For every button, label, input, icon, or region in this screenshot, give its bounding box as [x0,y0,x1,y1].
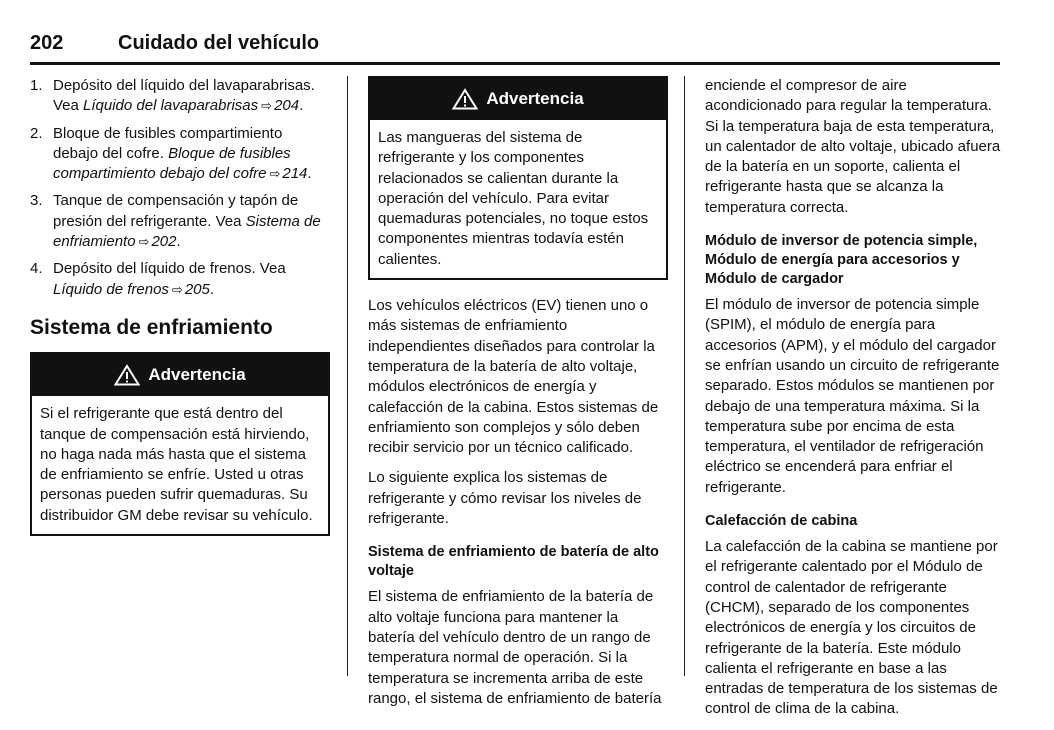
item-text: Depósito del líquido de frenos. Vea Líquido de frenos ⇨ 205. [53,260,286,298]
item-number: 4. [30,260,43,278]
item-desc: Tanque de compensación y tapón de presión del refrigerante. Vea [53,192,299,230]
cross-reference-link[interactable]: Líquido del lavaparabrisas [83,97,259,115]
section-heading: Sistema de enfriamiento [30,315,273,339]
warning-text: Las mangueras del sistema de refrigerante y los componentes relacionados se calientan durante la operación del vehículo. Para evitar quemaduras potenciales, no toque estos componentes mientras todavía estén calientes. [378,129,649,268]
section-title: Cuidado del vehículo [118,32,320,54]
column-middle [368,76,668,719]
paragraph: enciende el compresor de aire acondicionado para regular la temperatura. Si la temperatura baja de esta temperatura, un calentador de alto voltaje, ubicado afuera de la batería en un soporte, calienta el refrigerante hasta que se alcanza la temperatura correcta. [705,77,1001,216]
warning-triangle-icon [452,88,478,110]
page-reference[interactable]: 204 [274,97,300,115]
warning-box [368,76,668,280]
list-item [30,124,330,185]
list-item [30,259,330,300]
warning-title: Advertencia [486,88,584,108]
column-divider [684,76,685,676]
column-left [30,76,330,550]
paragraph: Lo siguiente explica los sistemas de refrigerante y cómo revisar los niveles de refrigerante. [368,469,642,528]
subheading: Calefacción de cabina [705,513,858,530]
page-reference[interactable]: 214 [282,165,308,183]
item-desc: Depósito del líquido del lavaparabrisas. Vea [53,77,315,115]
page-arrow-icon: ⇨ [269,166,281,182]
paragraph: El sistema de enfriamiento de la batería de alto voltaje funciona para mantener la batería del vehículo dentro de un rango de temperatura normal de operación. Si la temperatura se incrementa arriba de este rango, el sistema de enfriamiento de batería [368,588,662,707]
item-desc: Depósito del líquido de frenos. Vea [53,260,286,278]
warning-header [32,354,328,396]
page-reference[interactable]: 205 [184,280,210,298]
column-divider [347,76,348,676]
page-number: 202 [30,32,64,54]
column-right [705,76,1005,730]
paragraph: La calefacción de la cabina se mantiene por el refrigerante calentado por el Módulo de control de calentador de refrigerante (CHCM), separado de los componentes electrónicos de energía y los circuitos de refrigerante de la batería. Este módulo calienta el refrigerante en base a las entradas de temperatura de los sistemas de control de clima de la cabina. [705,538,998,718]
warning-header [370,78,666,120]
item-text: Tanque de compensación y tapón de presión del refrigerante. Vea Sistema de enfriamiento ⇨ 202. [53,192,321,251]
page-reference[interactable]: 202 [151,233,177,251]
item-number: 3. [30,192,43,210]
warning-box [30,352,330,536]
item-number: 1. [30,77,43,94]
cross-reference-link[interactable]: Bloque de fusibles compartimiento debajo del cofre [53,144,291,183]
page-arrow-icon: ⇨ [171,281,183,297]
warning-triangle-icon [114,364,140,386]
cross-reference-link[interactable]: Sistema de enfriamiento [53,212,321,251]
page-header [30,28,1000,65]
cross-reference-link[interactable]: Líquido de frenos [53,280,169,298]
item-text: Bloque de fusibles compartimiento debajo del cofre. Bloque de fusibles compartimiento debajo del cofre ⇨ 214. [53,124,312,183]
warning-title: Advertencia [148,365,246,385]
paragraph: El módulo de inversor de potencia simple (SPIM), el módulo de energía para accesorios (APM), y el módulo del cargador se enfrían usando un circuito de refrigerante separado. Estos módulos se mantienen por debajo de una temperatura máxima. Si la temperatura sube por encima de esta temperatura, el ventilador de refrigeración eléctrico se encenderá para enfriar el refrigerante. [705,296,1000,496]
paragraph: Los vehículos eléctricos (EV) tienen uno o más sistemas de enfriamiento independientes diseñados para controlar la temperatura de la batería de alto voltaje, módulos electrónicos de energía y calefacción de la cabina. Estos sistemas de enfriamiento son complejos y sólo deben recibir servicio por un técnico calificado. [368,297,659,457]
list-item [30,191,330,252]
item-number: 2. [30,124,43,142]
item-text: Depósito del líquido del lavaparabrisas. Vea Líquido del lavaparabrisas ⇨ 204. [53,77,315,115]
subheading: Sistema de enfriamiento de batería de alto voltaje [368,544,659,580]
list-item [30,76,330,117]
page-arrow-icon: ⇨ [138,234,150,250]
subheading: Módulo de inversor de potencia simple, Módulo de energía para accesorios y Módulo de cargador [705,233,978,288]
item-desc: Bloque de fusibles compartimiento debajo del cofre. [53,124,283,162]
page-arrow-icon: ⇨ [261,98,273,114]
warning-text: Si el refrigerante que está dentro del tanque de compensación está hirviendo, no haga nada más hasta que el sistema de enfriamiento se enfríe. Usted u otras personas pueden sufrir quemaduras. Su distribuidor GM debe revisar su vehículo. [40,405,313,524]
